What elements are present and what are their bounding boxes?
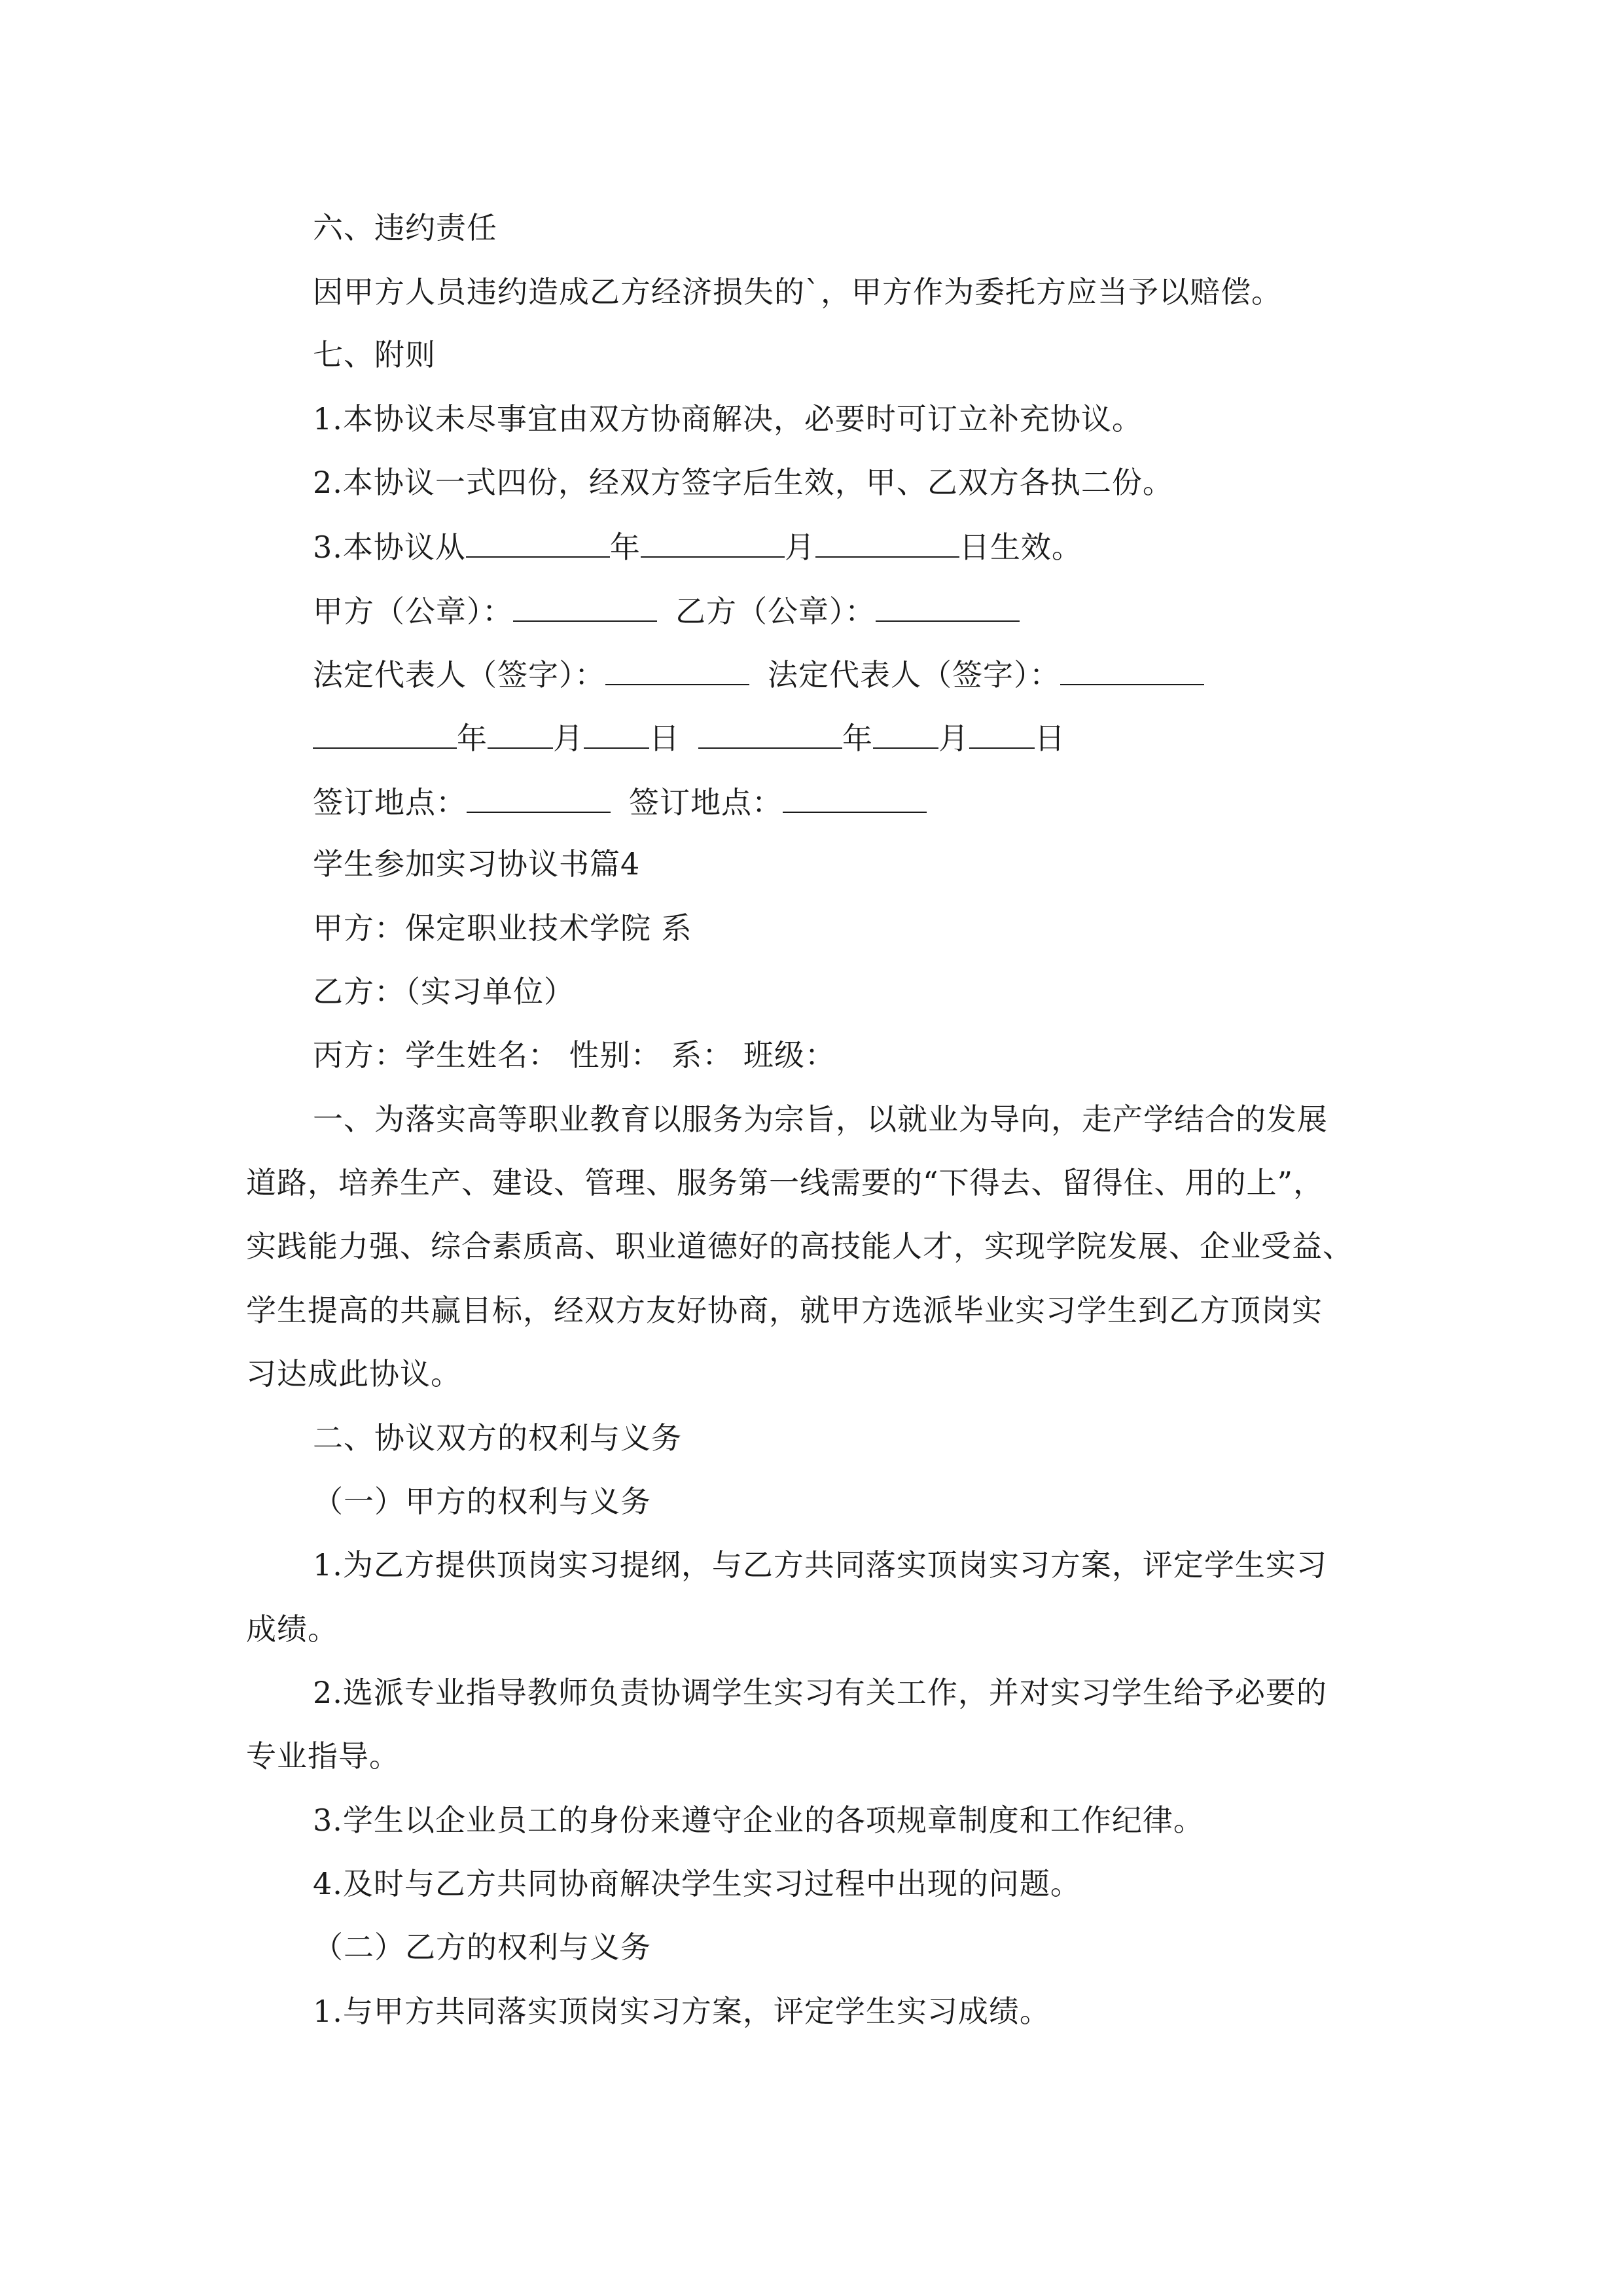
party-c-line: 丙方：学生姓名： 性别： 系： 班级： — [313, 1037, 836, 1073]
legal-rep-b-field[interactable] — [1060, 654, 1204, 685]
place-a-field[interactable] — [467, 781, 611, 813]
date-a-month-label: 月 — [553, 721, 584, 756]
legal-rep-line — [313, 654, 1204, 694]
date-b-month-label: 月 — [938, 721, 969, 756]
legal-rep-b-label: 法定代表人（签字）： — [768, 657, 1060, 692]
para-1-line-4: 学生提高的共赢目标，经双方友好协商，就甲方选派毕业实习学生到乙方顶岗实 — [246, 1293, 1323, 1328]
blank-year-field[interactable] — [466, 526, 610, 558]
year-label: 年 — [609, 529, 641, 565]
date-a-day-label: 日 — [649, 721, 680, 756]
sub-2-heading: （二）乙方的权利与义务 — [313, 1929, 651, 1965]
sub-1-item-1-line-2: 成绩。 — [246, 1611, 338, 1647]
party-a-seal-field[interactable] — [513, 590, 657, 622]
agreement-4-title: 学生参加实习协议书篇4 — [313, 846, 641, 882]
place-b-label: 签订地点： — [629, 785, 783, 820]
section-6-text: 因甲方人员违约造成乙方经济损失的`，甲方作为委托方应当予以赔偿。 — [313, 274, 1282, 310]
date-b-month-field[interactable] — [873, 717, 938, 749]
sub-2-item-1: 1.与甲方共同落实顶岗实习方案，评定学生实习成绩。 — [313, 1994, 1050, 2029]
section-7-item-2: 2.本协议一式四份，经双方签字后生效，甲、乙双方各执二份。 — [313, 465, 1173, 500]
date-b-year-field[interactable] — [698, 717, 842, 749]
month-label: 月 — [784, 529, 815, 565]
para-1-line-1: 一、为落实高等职业教育以服务为宗旨，以就业为导向，走产学结合的发展 — [313, 1102, 1328, 1137]
date-a-month-field[interactable] — [488, 717, 553, 749]
party-b-seal-label: 乙方（公章）： — [675, 594, 876, 629]
date-b-day-field[interactable] — [969, 717, 1035, 749]
party-b-seal-field[interactable] — [876, 590, 1020, 622]
sub-1-item-2-line-1: 2.选派专业指导教师负责协调学生实习有关工作，并对实习学生给予必要的 — [313, 1675, 1327, 1710]
section-2-heading: 二、协议双方的权利与义务 — [313, 1420, 682, 1456]
party-b-line: 乙方：（实习单位） — [313, 974, 575, 1009]
date-b-day-label: 日 — [1035, 721, 1065, 756]
sub-1-item-1-line-1: 1.为乙方提供顶岗实习提纲，与乙方共同落实顶岗实习方案，评定学生实习 — [313, 1547, 1327, 1583]
date-a-year-field[interactable] — [313, 717, 457, 749]
sub-1-item-4: 4.及时与乙方共同协商解决学生实习过程中出现的问题。 — [313, 1866, 1081, 1901]
signature-date-line — [313, 717, 1065, 758]
sub-1-item-2-line-2: 专业指导。 — [246, 1738, 400, 1774]
item-3-prefix: 3.本协议从 — [313, 529, 466, 565]
blank-day-field[interactable] — [815, 526, 959, 558]
sub-1-heading: （一）甲方的权利与义务 — [313, 1484, 651, 1519]
section-7-heading: 七、附则 — [313, 337, 436, 372]
date-b-year-label: 年 — [842, 721, 873, 756]
legal-rep-a-label: 法定代表人（签字）： — [313, 657, 605, 692]
para-1-line-2: 道路，培养生产、建设、管理、服务第一线需要的“下得去、留得住、用的上”， — [246, 1165, 1325, 1200]
place-a-label: 签订地点： — [313, 785, 467, 820]
effective-label: 日生效。 — [959, 529, 1082, 565]
place-b-field[interactable] — [783, 781, 927, 813]
section-6-heading: 六、违约责任 — [313, 210, 497, 245]
blank-month-field[interactable] — [641, 526, 785, 558]
party-a-seal-label: 甲方（公章）： — [313, 594, 513, 629]
seal-line — [313, 590, 1020, 631]
sub-1-item-3: 3.学生以企业员工的身份来遵守企业的各项规章制度和工作纪律。 — [313, 1803, 1204, 1838]
para-1-line-5: 习达成此协议。 — [246, 1356, 461, 1391]
section-7-item-3 — [313, 526, 1082, 567]
legal-rep-a-field[interactable] — [605, 654, 749, 685]
date-a-day-field[interactable] — [584, 717, 649, 749]
date-a-year-label: 年 — [457, 721, 488, 756]
para-1-line-3: 实践能力强、综合素质高、职业道德好的高技能人才，实现学院发展、企业受益、 — [246, 1229, 1353, 1264]
party-a-line: 甲方：保定职业技术学院 系 — [313, 910, 692, 946]
signing-place-line — [313, 781, 927, 822]
section-7-item-1: 1.本协议未尽事宜由双方协商解决，必要时可订立补充协议。 — [313, 401, 1143, 437]
